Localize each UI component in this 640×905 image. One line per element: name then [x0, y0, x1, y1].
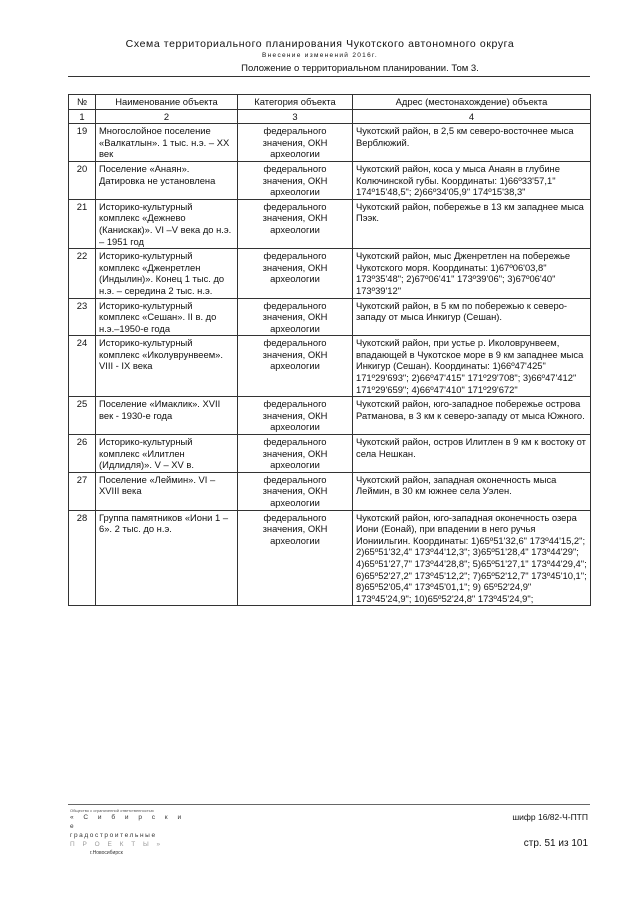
object-address-cell: Чукотский район, остров Илитлен в 9 км к востоку от села Нешкан.	[353, 435, 591, 473]
logo-line-3: П Р О Е К Т Ы »	[70, 841, 164, 848]
table-row	[69, 199, 591, 248]
object-category-cell: федерального значения, ОКН археологии	[238, 249, 353, 298]
document-subtitle: Внесение изменений 2016г.	[262, 52, 378, 59]
row-number-cell: 26	[69, 435, 96, 473]
col-number: 4	[353, 109, 591, 124]
document-cipher: шифр 16/82-Ч-ПТП	[512, 812, 588, 822]
object-name-cell: Историко-культурный комплекс «Сешан». II в. до н.э.–1950-е года	[96, 298, 238, 336]
object-category-cell: федерального значения, ОКН археологии	[238, 397, 353, 435]
object-name-cell: Историко-культурный комплекс «Илитлен (Идлидля)». V – XV в.	[96, 435, 238, 473]
col-number: 3	[238, 109, 353, 124]
logo-line-2: градостроительные	[70, 832, 157, 839]
object-name-cell: Группа памятников «Иони 1 – 6». 2 тыс. до н.э.	[96, 510, 238, 606]
object-address-cell: Чукотский район, в 5 км по побережью к северо-западу от мыса Инкигур (Сешан).	[353, 298, 591, 336]
object-category-cell: федерального значения, ОКН археологии	[238, 472, 353, 510]
table-row	[69, 161, 591, 199]
row-number-cell: 20	[69, 161, 96, 199]
row-number-cell: 23	[69, 298, 96, 336]
object-name-cell: Историко-культурный комплекс «Иколуврунвеем». VIII - IX века	[96, 336, 238, 397]
table-row	[69, 472, 591, 510]
object-category-cell: федерального значения, ОКН археологии	[238, 298, 353, 336]
object-category-cell: федерального значения, ОКН археологии	[238, 124, 353, 162]
header-divider	[68, 76, 590, 77]
row-number-cell: 22	[69, 249, 96, 298]
table-row	[69, 397, 591, 435]
object-category-cell: федерального значения, ОКН археологии	[238, 336, 353, 397]
table-header-row	[69, 95, 591, 110]
org-line: Общество с ограниченной ответственностью	[70, 808, 154, 813]
object-address-cell: Чукотский район, коса у мыса Анаян в глубине Колючинской губы. Координаты: 1)66º33'57,1" 174º15'48,5"; 2)66º34'05,9" 174º15'38,3"	[353, 161, 591, 199]
row-number-cell: 24	[69, 336, 96, 397]
page-number: стр. 51 из 101	[523, 838, 588, 849]
table-row	[69, 298, 591, 336]
row-number-cell: 28	[69, 510, 96, 606]
object-name-cell: Историко-культурный комплекс «Дежнево (Канискак)». VI –V века до н.э. – 1951 год	[96, 199, 238, 248]
document-title: Схема территориального планирования Чукотского автономного округа	[125, 38, 515, 50]
col-number: 1	[69, 109, 96, 124]
object-address-cell: Чукотский район, западная оконечность мыса Леймин, в 30 км южнее села Уэлен.	[353, 472, 591, 510]
footer-divider	[68, 804, 590, 805]
object-category-cell: федерального значения, ОКН археологии	[238, 510, 353, 606]
object-category-cell: федерального значения, ОКН археологии	[238, 199, 353, 248]
logo-line-1: « С и б и р с к и е	[70, 814, 186, 830]
object-address-cell: Чукотский район, юго-западное побережье острова Ратманова, в 3 км к северо-западу от мыса Южного.	[353, 397, 591, 435]
col-header-category: Категория объекта	[238, 95, 353, 110]
col-header-number: №	[69, 95, 96, 110]
row-number-cell: 27	[69, 472, 96, 510]
col-header-address: Адрес (местонахождение) объекта	[353, 95, 591, 110]
object-address-cell: Чукотский район, в 2,5 км северо-восточнее мыса Верблюжий.	[353, 124, 591, 162]
table-row	[69, 435, 591, 473]
object-name-cell: Поселение «Леймин». VI – XVIII века	[96, 472, 238, 510]
row-number-cell: 21	[69, 199, 96, 248]
object-name-cell: Поселение «Имаклик». XVII век - 1930-е года	[96, 397, 238, 435]
object-category-cell: федерального значения, ОКН археологии	[238, 161, 353, 199]
objects-table	[68, 94, 591, 606]
logo-city: г.Новосибирск	[90, 850, 123, 856]
object-category-cell: федерального значения, ОКН археологии	[238, 435, 353, 473]
object-name-cell: Историко-культурный комплекс «Дженретлен (Индылин)». Конец 1 тыс. до н.э. – середина 2 тыс. н.э.	[96, 249, 238, 298]
table-row	[69, 124, 591, 162]
object-address-cell: Чукотский район, мыс Дженретлен на побережье Чукотского моря. Координаты: 1)67º06'03,8" 173º35'48"; 2)67º06'41" 173º39'06"; 3)67º06'40" 173º39'12"	[353, 249, 591, 298]
volume-title: Положение о территориальном планировании. Том 3.	[241, 63, 479, 74]
object-address-cell: Чукотский район, побережье в 13 км западнее мыса Пээк.	[353, 199, 591, 248]
row-number-cell: 25	[69, 397, 96, 435]
object-address-cell: Чукотский район, юго-западная оконечность озера Иони (Еонай), при впадении в него ручья Иониильгин. Координаты: 1)65º51'32,6" 173º44'15,2"; 2)65º51'32,4" 173º44'12,3"; 3)65º51'28,4" 173º44'29"; 4)65º51'27,7" 173º44'28,8"; 5)65º51'27,1" 173º44'29,4"; 6)65º52'27,2" 173º45'12,2"; 7)65º52'12,7" 173º45'10,1"; 8)65º52'05,4" 173º45'01,1"; 9) 65º52'24,9" 173º45'24,9"; 10)65º52'24,8" 173º45'24,9";	[353, 510, 591, 606]
col-number: 2	[96, 109, 238, 124]
table-row	[69, 249, 591, 298]
col-header-name: Наименование объекта	[96, 95, 238, 110]
table-row	[69, 510, 591, 606]
object-address-cell: Чукотский район, при устье р. Иколоврунвеем, впадающей в Чукотское море в 9 км западнее мыса Инкигур (Сешан). Координаты: 1)66º47'425" 171º29'693"; 2)66º47'415" 171º29'708"; 3)66º47'412" 171º29'659"; 4)66º47'410" 171º29'672"	[353, 336, 591, 397]
row-number-cell: 19	[69, 124, 96, 162]
object-name-cell: Многослойное поселение «Валкатлын». 1 тыс. н.э. – XX век	[96, 124, 238, 162]
table-row	[69, 336, 591, 397]
company-logo	[70, 808, 190, 863]
column-numbers-row	[69, 109, 591, 124]
object-name-cell: Поселение «Анаян». Датировка не установлена	[96, 161, 238, 199]
